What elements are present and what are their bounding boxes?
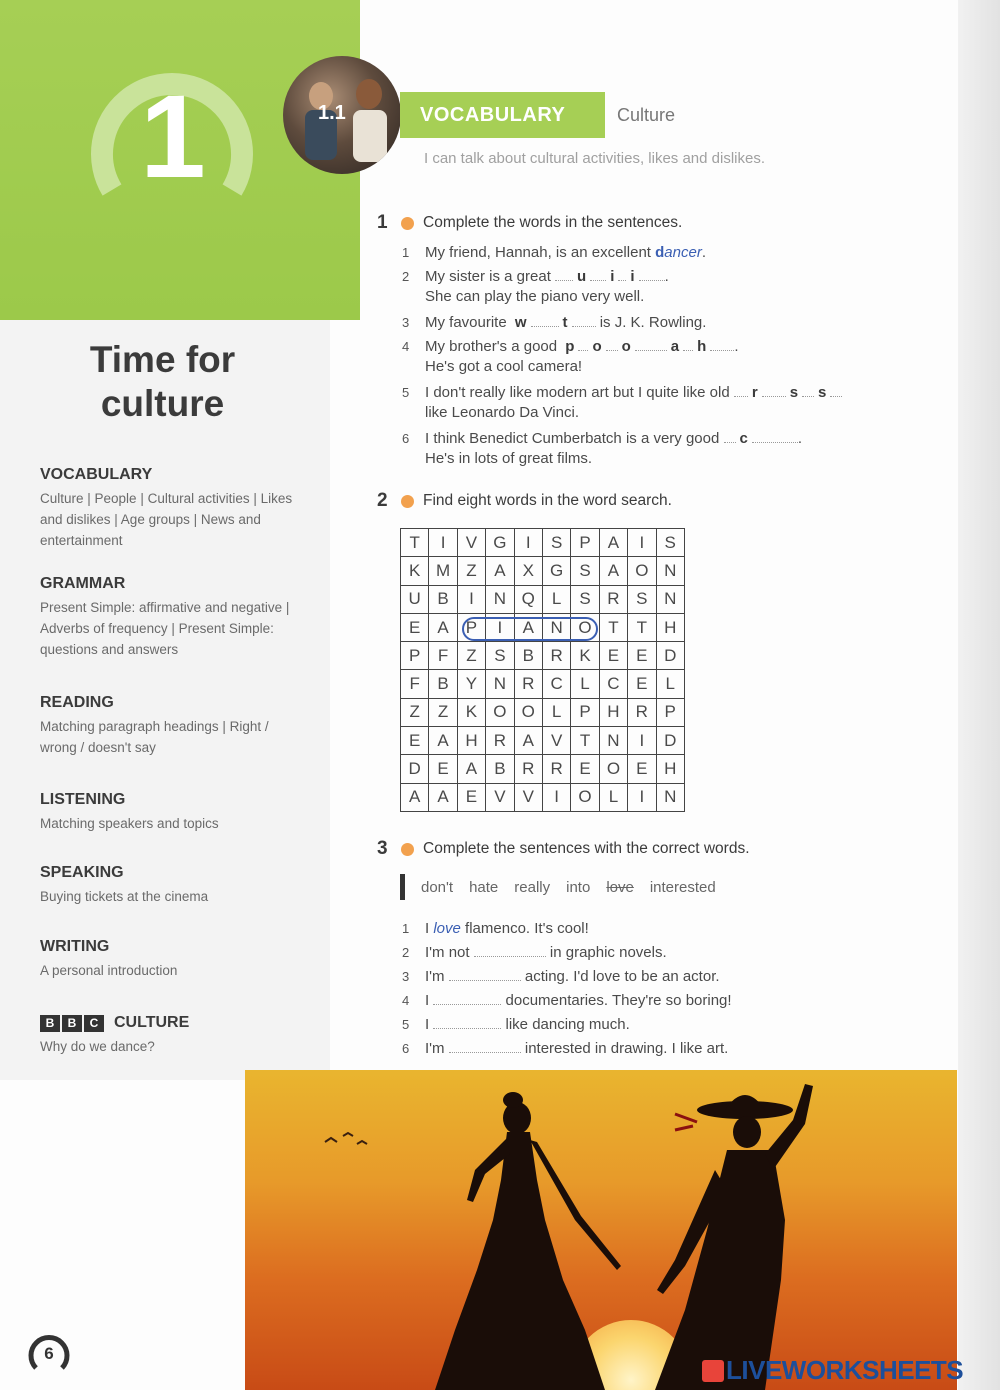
grid-cell[interactable]: P: [656, 698, 684, 726]
grid-cell[interactable]: B: [514, 642, 542, 670]
word-bank-word: really: [514, 878, 551, 896]
exercise-3-heading: [377, 838, 750, 860]
grid-row: [401, 698, 685, 726]
grid-cell[interactable]: A: [599, 529, 627, 557]
grid-cell[interactable]: R: [514, 755, 542, 783]
answer-blank[interactable]: [606, 337, 618, 351]
grid-cell[interactable]: I: [628, 529, 656, 557]
sidebar-section-grammar: [40, 575, 295, 660]
grid-cell[interactable]: O: [514, 698, 542, 726]
ex3-item-6: [402, 1038, 728, 1059]
exercise-instruction: Find eight words in the word search.: [423, 492, 672, 509]
grid-cell[interactable]: R: [628, 698, 656, 726]
item-text: .: [734, 338, 739, 355]
grid-cell[interactable]: E: [401, 613, 429, 641]
answer-text: ancer: [664, 244, 702, 261]
item-number: 2: [402, 945, 410, 960]
grid-cell[interactable]: R: [599, 585, 627, 613]
grid-cell[interactable]: Z: [401, 698, 429, 726]
grid-cell[interactable]: B: [429, 670, 457, 698]
item-continuation: She can play the piano very well.: [425, 288, 645, 305]
item-text: My friend, Hannah, is an excellent: [425, 244, 656, 261]
letter-hint: u: [577, 268, 587, 285]
grid-cell[interactable]: D: [401, 755, 429, 783]
grid-cell[interactable]: I: [429, 529, 457, 557]
bbc-letter: B: [62, 1015, 82, 1032]
liveworksheets-watermark: [702, 1355, 963, 1386]
exercise-instruction: Complete the sentences with the correct words.: [423, 840, 750, 857]
item-text: .: [701, 244, 706, 261]
answer-blank[interactable]: [449, 1039, 521, 1053]
grid-cell[interactable]: K: [571, 642, 599, 670]
section-heading: CULTURE: [114, 1014, 190, 1031]
grid-cell[interactable]: I: [457, 585, 485, 613]
answer-blank[interactable]: [762, 383, 786, 397]
answer-blank[interactable]: [590, 267, 606, 281]
grid-cell[interactable]: M: [429, 557, 457, 585]
grid-cell[interactable]: A: [429, 727, 457, 755]
grid-cell[interactable]: A: [429, 783, 457, 811]
grid-cell[interactable]: S: [542, 529, 570, 557]
grid-cell[interactable]: N: [486, 585, 514, 613]
item-continuation: He's got a cool camera!: [425, 358, 583, 375]
item-text: I: [425, 1016, 430, 1033]
exercise-2-heading: [377, 490, 672, 512]
word-bank-bar: [400, 874, 405, 900]
exercise-number: 1: [377, 212, 388, 233]
grid-cell[interactable]: F: [429, 642, 457, 670]
grid-cell[interactable]: C: [542, 670, 570, 698]
difficulty-dot-icon: [401, 843, 414, 856]
grid-row: [401, 670, 685, 698]
bbc-logo: [40, 1014, 106, 1032]
grid-row: [401, 557, 685, 585]
grid-cell[interactable]: Z: [429, 698, 457, 726]
section-heading: GRAMMAR: [40, 575, 126, 592]
item-number: 1: [402, 245, 410, 260]
item-text: interested in drawing. I like art.: [524, 1040, 729, 1057]
word-bank-word-used: love: [606, 878, 634, 896]
ex1-item-3: [402, 312, 706, 333]
ex1-item-2: [402, 266, 669, 287]
grid-row: [401, 529, 685, 557]
page-number-ring-icon: [26, 1330, 72, 1376]
page-edge-shadow: [958, 0, 1000, 1390]
dancer-silhouettes-icon: [245, 1070, 957, 1390]
grid-cell[interactable]: S: [571, 585, 599, 613]
item-text: .: [797, 430, 803, 447]
letter-hint: t: [562, 314, 568, 331]
section-text: Matching paragraph headings | Right / wrong / doesn't say: [40, 719, 269, 755]
section-heading: READING: [40, 694, 114, 711]
grid-cell[interactable]: V: [486, 783, 514, 811]
grid-cell[interactable]: A: [486, 557, 514, 585]
answer-blank[interactable]: [802, 383, 814, 397]
unit-number: 1: [140, 71, 206, 203]
section-text: Present Simple: affirmative and negative | Adverbs of frequency | Present Simple: questions and answers: [40, 600, 290, 657]
grid-cell[interactable]: I: [542, 783, 570, 811]
bbc-letter: C: [84, 1015, 104, 1032]
item-text: .: [664, 268, 669, 285]
sidebar-section-listening: [40, 791, 295, 834]
answer-blank[interactable]: [683, 337, 693, 351]
grid-row: [401, 585, 685, 613]
grid-cell[interactable]: L: [599, 783, 627, 811]
item-text: acting. I'd love to be an actor.: [524, 968, 720, 985]
sidebar-section-vocabulary: [40, 466, 295, 551]
letter-hint: s: [818, 384, 827, 401]
answer-blank[interactable]: [830, 383, 842, 397]
letter-hint: i: [610, 268, 615, 285]
letter-hint: s: [789, 384, 799, 401]
unit-title-line2: culture: [100, 383, 225, 425]
word-search-grid[interactable]: [400, 528, 685, 812]
grid-cell[interactable]: A: [457, 755, 485, 783]
grid-cell[interactable]: L: [542, 698, 570, 726]
exercise-number: 3: [377, 838, 388, 859]
item-number: 4: [402, 993, 410, 1008]
grid-cell[interactable]: Z: [457, 557, 485, 585]
grid-cell[interactable]: N: [656, 585, 684, 613]
grid-cell[interactable]: S: [628, 585, 656, 613]
grid-cell[interactable]: K: [457, 698, 485, 726]
answer-text: love: [433, 920, 461, 937]
bbc-culture-heading: [40, 1014, 295, 1032]
letter-hint: o: [592, 338, 602, 355]
item-text: is J. K. Rowling.: [599, 314, 707, 331]
grid-cell[interactable]: C: [599, 670, 627, 698]
item-number: 3: [402, 969, 410, 984]
item-continuation: like Leonardo Da Vinci.: [425, 404, 579, 421]
grid-cell[interactable]: V: [542, 727, 570, 755]
item-text: I don't really like modern art but I quite like old: [425, 384, 730, 401]
grid-cell[interactable]: Z: [457, 642, 485, 670]
difficulty-dot-icon: [401, 495, 414, 508]
grid-cell[interactable]: V: [514, 783, 542, 811]
grid-cell[interactable]: K: [401, 557, 429, 585]
grid-cell[interactable]: E: [599, 642, 627, 670]
grid-cell[interactable]: Q: [514, 585, 542, 613]
unit-title-line1: Time for: [89, 339, 236, 380]
grid-cell[interactable]: P: [571, 529, 599, 557]
sidebar-section-culture: [40, 1014, 295, 1057]
grid-cell[interactable]: I: [486, 613, 514, 641]
item-text: I: [425, 992, 430, 1009]
answer-blank[interactable]: [724, 429, 736, 443]
grid-cell[interactable]: H: [457, 727, 485, 755]
answer-blank[interactable]: [639, 267, 665, 281]
answer-blank[interactable]: [572, 313, 596, 327]
letter-hint: p: [565, 338, 575, 355]
grid-cell[interactable]: S: [486, 642, 514, 670]
section-text: Culture | People | Cultural activities | Likes and dislikes | Age groups | News and entertainment: [40, 491, 293, 548]
grid-cell[interactable]: O: [571, 613, 599, 641]
letter-hint: a: [670, 338, 680, 355]
grid-cell[interactable]: S: [656, 529, 684, 557]
grid-cell[interactable]: T: [571, 727, 599, 755]
grid-cell[interactable]: U: [401, 585, 429, 613]
grid-cell[interactable]: L: [571, 670, 599, 698]
grid-cell[interactable]: A: [514, 613, 542, 641]
grid-cell[interactable]: G: [542, 557, 570, 585]
letter-hint: c: [739, 430, 748, 447]
item-number: 3: [402, 315, 410, 330]
grid-cell[interactable]: B: [486, 755, 514, 783]
section-text: A personal introduction: [40, 963, 178, 978]
grid-cell[interactable]: P: [401, 642, 429, 670]
answer-blank[interactable]: [710, 337, 734, 351]
ex3-item-2: [402, 942, 667, 963]
item-number: 4: [402, 339, 410, 354]
grid-cell[interactable]: X: [514, 557, 542, 585]
grid-cell[interactable]: E: [628, 670, 656, 698]
grid-cell[interactable]: A: [599, 557, 627, 585]
item-text: documentaries. They're so boring!: [505, 992, 732, 1009]
item-text: in graphic novels.: [549, 944, 667, 961]
answer-blank[interactable]: [578, 337, 588, 351]
grid-cell[interactable]: I: [628, 727, 656, 755]
item-text: My sister is a great: [425, 268, 551, 285]
grid-cell[interactable]: R: [514, 670, 542, 698]
grid-cell[interactable]: T: [401, 529, 429, 557]
answer-blank[interactable]: [618, 267, 626, 281]
grid-cell[interactable]: O: [571, 783, 599, 811]
item-text: I'm not: [425, 944, 470, 961]
grid-cell[interactable]: R: [486, 727, 514, 755]
grid-cell[interactable]: B: [429, 585, 457, 613]
item-number: 2: [402, 269, 410, 284]
grid-cell[interactable]: O: [486, 698, 514, 726]
liveworksheets-logo-icon: [702, 1360, 724, 1382]
section-text: Buying tickets at the cinema: [40, 889, 209, 904]
grid-cell[interactable]: N: [599, 727, 627, 755]
answer-blank[interactable]: [555, 267, 573, 281]
item-number: 5: [402, 1017, 410, 1032]
flamenco-dancers-photo: [245, 1070, 957, 1390]
ex3-item-4: [402, 990, 732, 1011]
ex3-item-3: [402, 966, 720, 987]
letter-hint: i: [630, 268, 635, 285]
section-heading: SPEAKING: [40, 864, 124, 881]
item-text: I think Benedict Cumberbatch is a very good: [425, 430, 720, 447]
sidebar-section-reading: [40, 694, 295, 758]
letter-hint: h: [697, 338, 707, 355]
grid-cell[interactable]: A: [401, 783, 429, 811]
ex1-item-6: [402, 428, 802, 449]
answer-blank[interactable]: [433, 1015, 501, 1029]
grid-row: [401, 642, 685, 670]
grid-cell[interactable]: S: [571, 557, 599, 585]
item-number: 5: [402, 385, 410, 400]
answer-blank[interactable]: [449, 967, 521, 981]
grid-cell[interactable]: A: [429, 613, 457, 641]
item-text: like dancing much.: [505, 1016, 630, 1033]
can-do-statement: I can talk about cultural activities, likes and dislikes.: [424, 150, 765, 167]
grid-cell[interactable]: N: [486, 670, 514, 698]
bbc-letter: B: [40, 1015, 60, 1032]
grid-row: [401, 755, 685, 783]
letter-hint: w: [514, 314, 527, 331]
grid-row: [401, 727, 685, 755]
difficulty-dot-icon: [401, 217, 414, 230]
exercise-instruction: Complete the words in the sentences.: [423, 214, 683, 231]
sidebar-section-speaking: [40, 864, 295, 907]
item-number: 6: [402, 431, 410, 446]
watermark-text: LIVEWORKSHEETS: [726, 1355, 964, 1385]
word-bank-word: don't: [421, 878, 454, 896]
item-text: I'm: [425, 968, 445, 985]
answer-blank[interactable]: [752, 429, 798, 443]
topic-label: Culture: [617, 105, 676, 125]
section-heading: VOCABULARY: [40, 466, 153, 483]
word-bank: [400, 874, 716, 900]
grid-cell[interactable]: O: [628, 557, 656, 585]
section-text: Why do we dance?: [40, 1039, 155, 1054]
grid-cell[interactable]: D: [656, 727, 684, 755]
ex1-item-4: [402, 336, 738, 357]
ex1-item-5: [402, 382, 842, 403]
grid-cell[interactable]: E: [401, 727, 429, 755]
answer-blank[interactable]: [531, 313, 559, 327]
grid-cell[interactable]: Y: [457, 670, 485, 698]
grid-cell[interactable]: E: [628, 755, 656, 783]
grid-cell[interactable]: G: [486, 529, 514, 557]
answer-blank[interactable]: [433, 991, 501, 1005]
grid-cell[interactable]: E: [457, 783, 485, 811]
ex1-item-1: [402, 242, 706, 263]
word-bank-word: hate: [469, 878, 499, 896]
page-number: 6: [44, 1344, 54, 1363]
answer-first-letter: d: [655, 244, 665, 261]
grid-cell[interactable]: L: [542, 585, 570, 613]
circled-word-piano: [462, 617, 598, 641]
grid-cell[interactable]: P: [571, 698, 599, 726]
grid-cell[interactable]: N: [656, 557, 684, 585]
item-number: 6: [402, 1041, 410, 1056]
ex3-item-1: [402, 918, 589, 939]
exercise-number: 2: [377, 490, 388, 511]
grid-row: [401, 783, 685, 811]
item-text: flamenco. It's cool!: [460, 920, 589, 937]
grid-cell[interactable]: O: [599, 755, 627, 783]
section-label: VOCABULARY: [420, 104, 566, 126]
grid-cell[interactable]: V: [457, 529, 485, 557]
grid-cell[interactable]: R: [542, 642, 570, 670]
item-number: 1: [402, 921, 410, 936]
grid-cell[interactable]: E: [429, 755, 457, 783]
item-text: My favourite: [425, 314, 507, 331]
grid-cell[interactable]: F: [401, 670, 429, 698]
answer-blank[interactable]: [635, 337, 667, 351]
grid-cell[interactable]: A: [514, 727, 542, 755]
letter-hint: o: [621, 338, 631, 355]
word-bank-word: into: [566, 878, 591, 896]
ex3-item-5: [402, 1014, 630, 1035]
sidebar-section-writing: [40, 938, 295, 981]
exercise-1-heading: [377, 212, 682, 234]
word-bank-word: interested: [649, 878, 716, 896]
item-continuation: He's in lots of great films.: [425, 450, 593, 467]
grid-cell[interactable]: N: [656, 783, 684, 811]
grid-cell[interactable]: I: [628, 783, 656, 811]
grid-cell[interactable]: T: [599, 613, 627, 641]
section-heading: WRITING: [40, 938, 110, 955]
grid-cell[interactable]: N: [542, 613, 570, 641]
section-text: Matching speakers and topics: [40, 816, 219, 831]
grid-cell[interactable]: R: [542, 755, 570, 783]
item-text: I'm: [425, 1040, 445, 1057]
lesson-number: 1.1: [318, 102, 346, 124]
answer-blank[interactable]: [474, 943, 546, 957]
grid-cell[interactable]: H: [656, 755, 684, 783]
grid-cell[interactable]: E: [571, 755, 599, 783]
grid-cell[interactable]: H: [599, 698, 627, 726]
grid-cell[interactable]: P: [457, 613, 485, 641]
letter-hint: r: [751, 384, 758, 401]
item-text: My brother's a good: [425, 338, 558, 355]
item-text: I: [425, 920, 434, 937]
grid-cell[interactable]: I: [514, 529, 542, 557]
unit-title: [40, 338, 285, 427]
grid-cell[interactable]: T: [628, 613, 656, 641]
grid-cell[interactable]: D: [656, 642, 684, 670]
section-heading: LISTENING: [40, 791, 126, 808]
grid-cell[interactable]: H: [656, 613, 684, 641]
grid-cell[interactable]: E: [628, 642, 656, 670]
grid-cell[interactable]: L: [656, 670, 684, 698]
answer-blank[interactable]: [734, 383, 748, 397]
